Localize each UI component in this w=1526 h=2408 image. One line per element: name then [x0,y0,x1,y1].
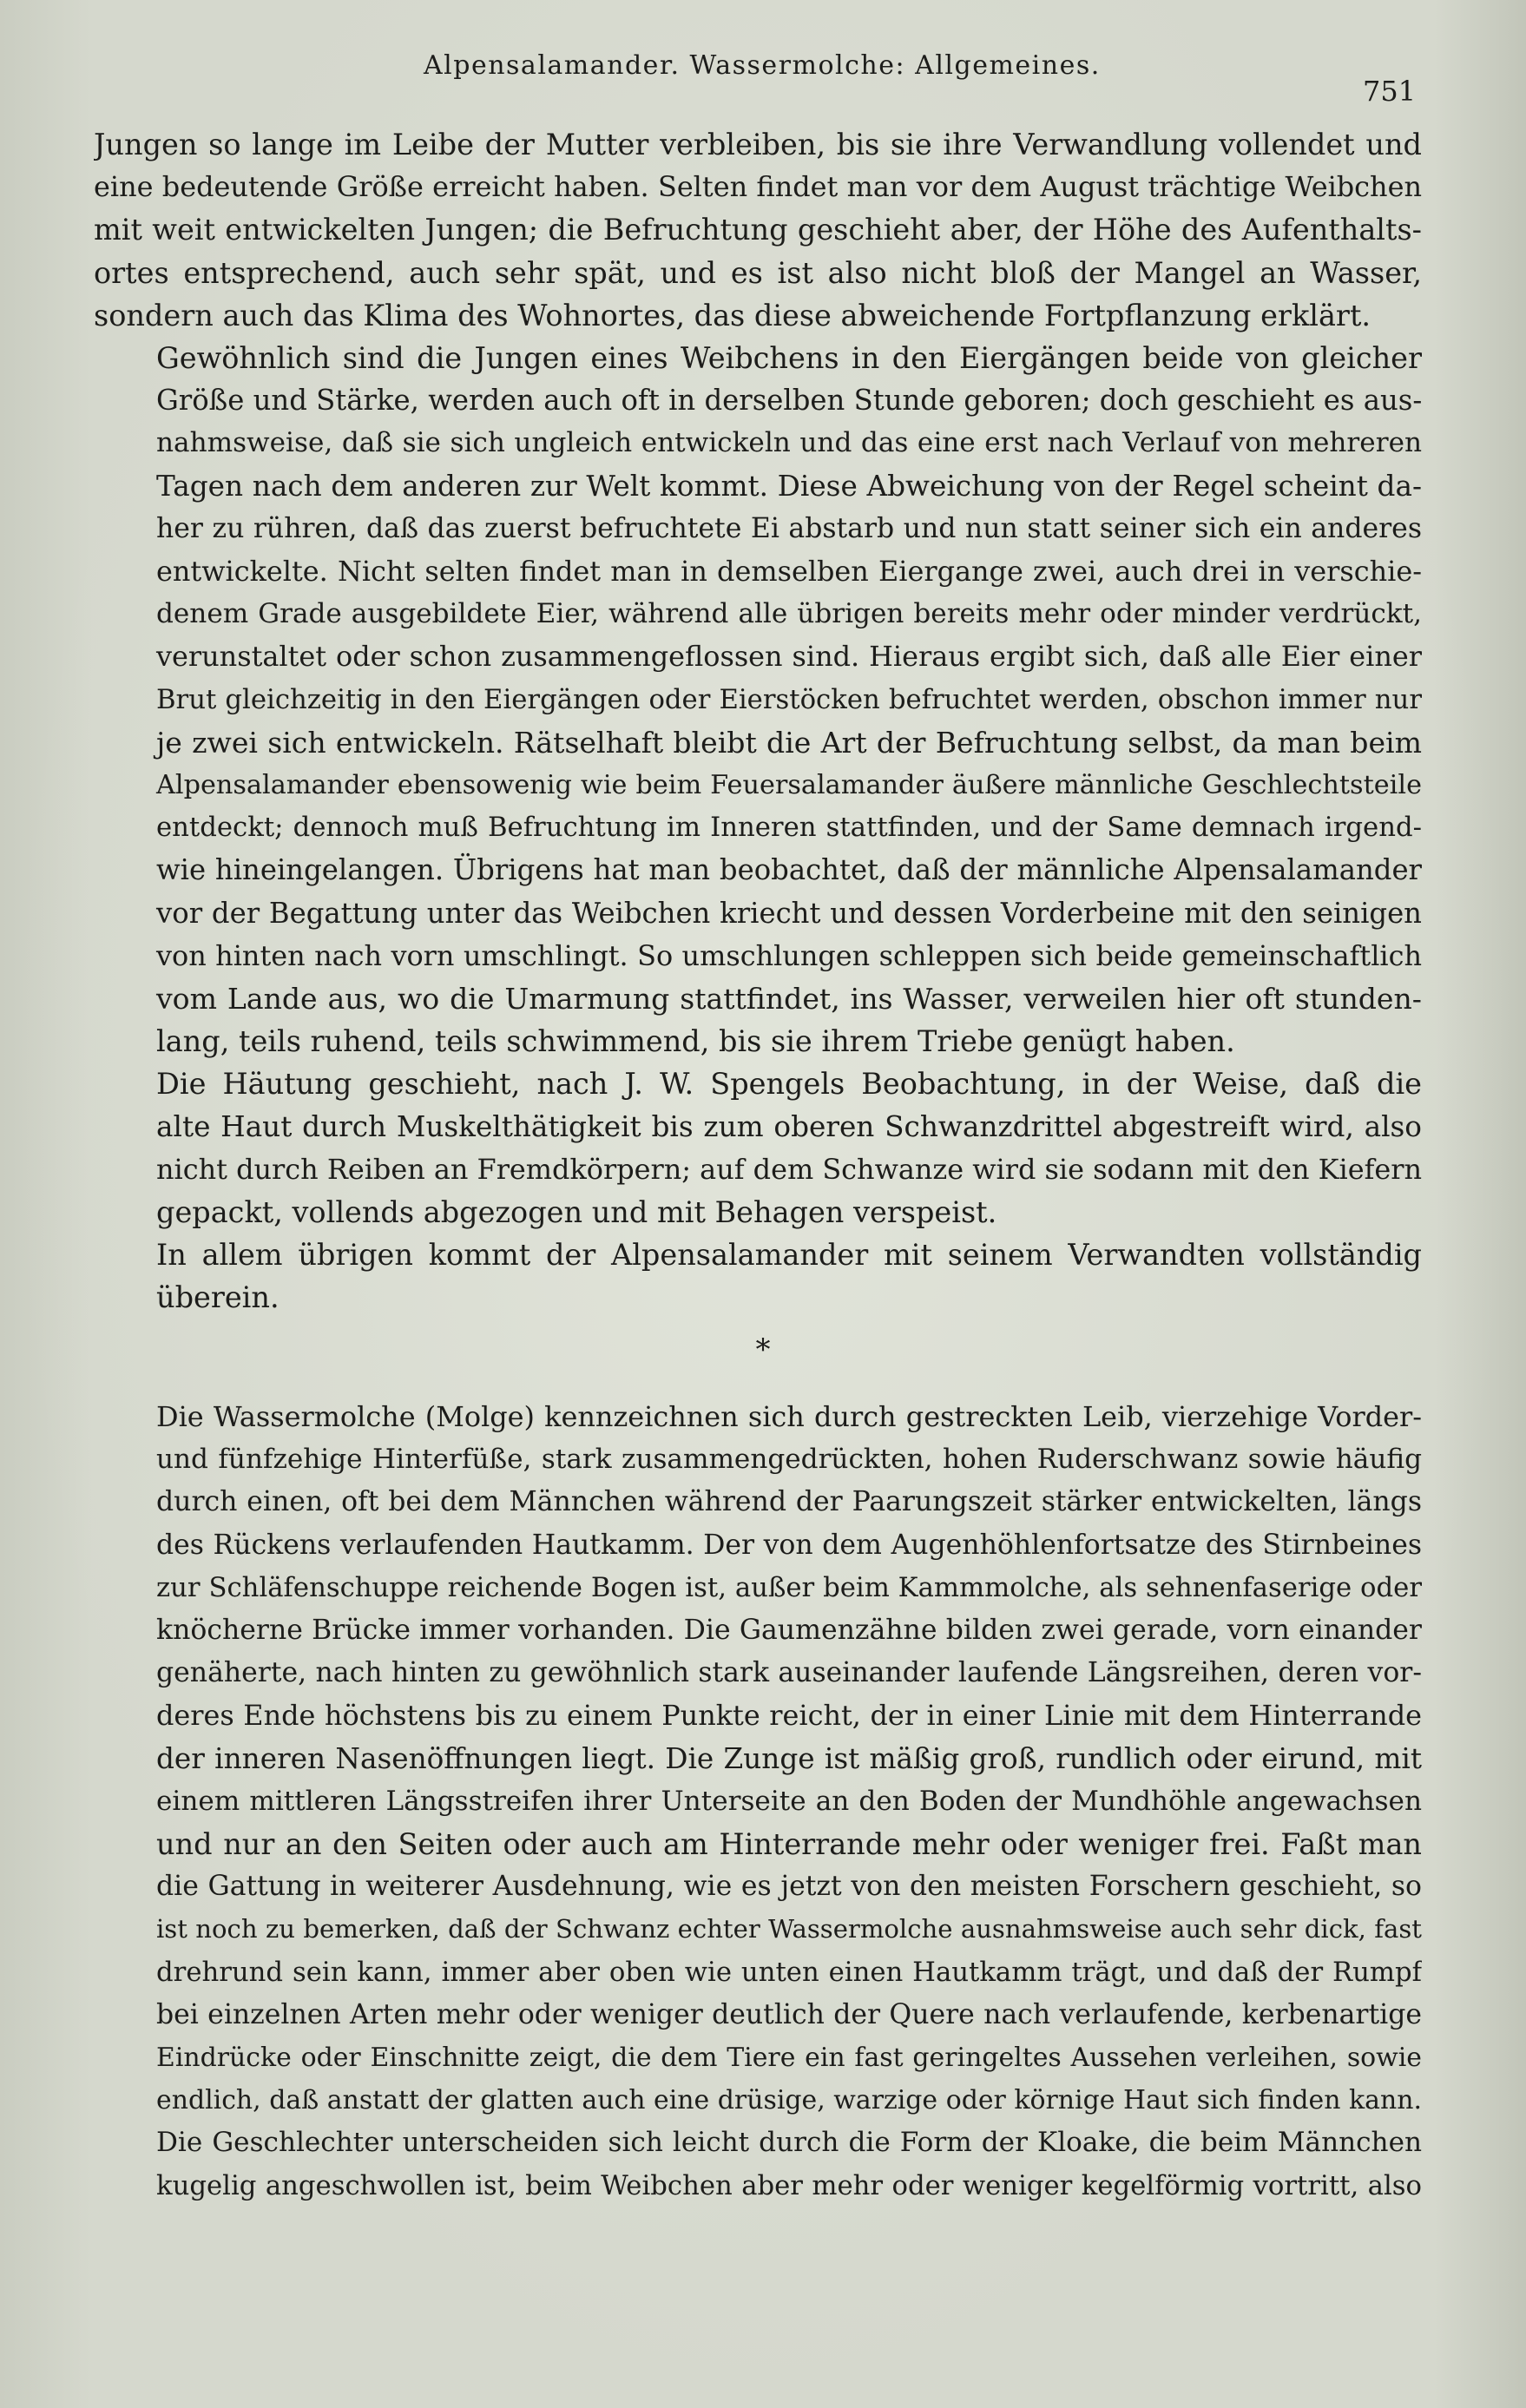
text-line: lang, teils ruhend, teils schwimmend, bis sie ihrem Triebe genügt haben. [156,1024,1235,1059]
body-text-lower [94,1396,1422,2207]
text-line: ist noch zu bemerken, daß der Schwanz echter Wassermolche ausnahmsweise auch sehr dick, fast [156,1914,1422,1944]
page-number: 751 [1363,75,1417,108]
text-line: In allem übrigen kommt der Alpensalamander mit seinem Verwandten vollständig [156,1238,1422,1273]
text-line: Die Wassermolche (Molge) kennzeichnen sich durch gestreckten Leib, vierzehige Vorder- [156,1400,1422,1433]
running-title: Alpensalamander. Wassermolche: Allgemeines. [424,50,1101,81]
text-line: mit weit entwickelten Jungen; die Befruchtung geschieht aber, der Höhe des Aufenthalts- [94,213,1422,247]
text-line: ortes entsprechend, auch sehr spät, und es ist also nicht bloß der Mangel an Wasser, [94,255,1422,290]
text-line: Tagen nach dem anderen zur Welt kommt. Diese Abweichung von der Regel scheint da- [156,469,1422,503]
text-line: zur Schläfenschuppe reichende Bogen ist, außer beim Kammmolche, als sehnenfaserige oder [156,1572,1422,1603]
text-line: eine bedeutende Größe erreicht haben. Selten findet man vor dem August trächtige Weibchen [94,170,1422,204]
text-line: entwickelte. Nicht selten findet man in demselben Eiergange zwei, auch drei in verschie- [156,555,1422,589]
running-head [0,50,1526,108]
text-line: her zu rühren, daß das zuerst befruchtete Ei abstarb und nun statt seiner sich ein anderes [156,512,1422,544]
text-line: der inneren Nasenöffnungen liegt. Die Zunge ist mäßig groß, rundlich oder eirund, mit [156,1741,1422,1775]
text-line: Eindrücke oder Einschnitte zeigt, die dem Tiere ein fast geringeltes Aussehen verleihen, sowie [156,2043,1422,2074]
paragraph-continuation [94,123,1422,337]
text-line: durch einen, oft bei dem Männchen während der Paarungszeit stärker entwickelten, längs [156,1486,1422,1518]
text-line: bei einzelnen Arten mehr oder weniger deutlich der Quere nach verlaufende, kerbenartige [156,1998,1422,2030]
text-line: Gewöhnlich sind die Jungen eines Weibchens in den Eiergängen beide von gleicher [156,341,1422,376]
text-line: je zwei sich entwickeln. Rätselhaft bleibt die Art der Befruchtung selbst, da man beim [156,725,1422,760]
text-line: Brut gleichzeitig in den Eiergängen oder Eierstöcken befruchtet werden, obschon immer nur [156,684,1422,715]
paragraph-young [94,337,1422,1063]
text-line: denem Grade ausgebildete Eier, während alle übrigen bereits mehr oder minder verdrückt, [156,598,1422,630]
text-line: Größe und Stärke, werden auch oft in derselben Stunde geboren; doch geschieht es aus- [156,384,1422,418]
text-line: überein. [156,1280,280,1315]
text-line: gepackt, vollends abgezogen und mit Behagen verspeist. [156,1195,997,1230]
text-line: des Rückens verlaufenden Hautkamm. Der von dem Augenhöhlenfortsatze des Stirnbeines [156,1529,1422,1561]
text-line: kugelig angeschwollen ist, beim Weibchen aber mehr oder weniger kegelförmig vortritt, also [156,2170,1422,2201]
text-line: verunstaltet oder schon zusammengeflossen sind. Hieraus ergibt sich, daß alle Eier einer [156,640,1422,674]
text-line: knöcherne Brücke immer vorhanden. Die Gaumenzähne bilden zwei gerade, vorn einander [156,1615,1422,1647]
text-line: deres Ende höchstens bis zu einem Punkte reicht, der in einer Linie mit dem Hinterrande [156,1699,1422,1733]
text-line: von hinten nach vorn umschlingt. So umschlungen schleppen sich beide gemeinschaftlich [156,938,1422,972]
paragraph-wassermolche [94,1396,1422,2207]
text-line: sondern auch das Klima des Wohnortes, das diese abweichende Fortpflanzung erklärt. [94,298,1371,332]
text-line: alte Haut durch Muskelthätigkeit bis zum oberen Schwanzdrittel abgestreift wird, also [156,1109,1422,1143]
text-line: nahmsweise, daß sie sich ungleich entwickeln und das eine erst nach Verlauf von mehreren [156,427,1422,459]
body-text-upper [94,123,1422,1319]
text-line: nicht durch Reiben an Fremdkörpern; auf dem Schwanze wird sie sodann mit den Kiefern [156,1152,1422,1186]
text-line: vor der Begattung unter das Weibchen kriecht und dessen Vorderbeine mit den seinigen [156,896,1422,930]
text-line: und fünfzehige Hinterfüße, stark zusammengedrückten, hohen Ruderschwanz sowie häufig [156,1444,1422,1476]
text-line: Die Geschlechter unterscheiden sich leicht durch die Form der Kloake, die beim Männchen [156,2127,1422,2159]
text-line: einem mittleren Längsstreifen ihrer Unterseite an den Boden der Mundhöhle angewachsen [156,1785,1422,1817]
text-line: genäherte, nach hinten zu gewöhnlich stark auseinander laufende Längsreihen, deren vor- [156,1657,1422,1689]
section-break-asterisk: * [755,1332,771,1367]
text-line: Die Häutung geschieht, nach J. W. Spengels Beobachtung, in der Weise, daß die [156,1067,1422,1102]
text-line: endlich, daß anstatt der glatten auch eine drüsige, warzige oder körnige Haut sich finden kann. [156,2085,1422,2116]
text-line: Jungen so lange im Leibe der Mutter verbleiben, bis sie ihre Verwandlung vollendet und [94,128,1422,161]
text-line: entdeckt; dennoch muß Befruchtung im Inneren stattfinden, und der Same demnach irgend- [156,813,1422,844]
text-line: wie hineingelangen. Übrigens hat man beobachtet, daß der männliche Alpensalamander [156,853,1422,887]
text-line: vom Lande aus, wo die Umarmung stattfindet, ins Wasser, verweilen hier oft stunden- [156,982,1422,1016]
paragraph-conclusion [94,1234,1422,1319]
text-line: drehrund sein kann, immer aber oben wie unten einen Hautkamm trägt, und daß der Rumpf [156,1957,1422,1988]
text-line: Alpensalamander ebensowenig wie beim Feuersalamander äußere männliche Geschlechtsteile [156,770,1422,801]
text-line: die Gattung in weiterer Ausdehnung, wie es jetzt von den meisten Forschern geschieht, so [156,1871,1422,1903]
text-line: und nur an den Seiten oder auch am Hinterrande mehr oder weniger frei. Faßt man [156,1827,1422,1862]
paragraph-moulting [94,1063,1422,1234]
